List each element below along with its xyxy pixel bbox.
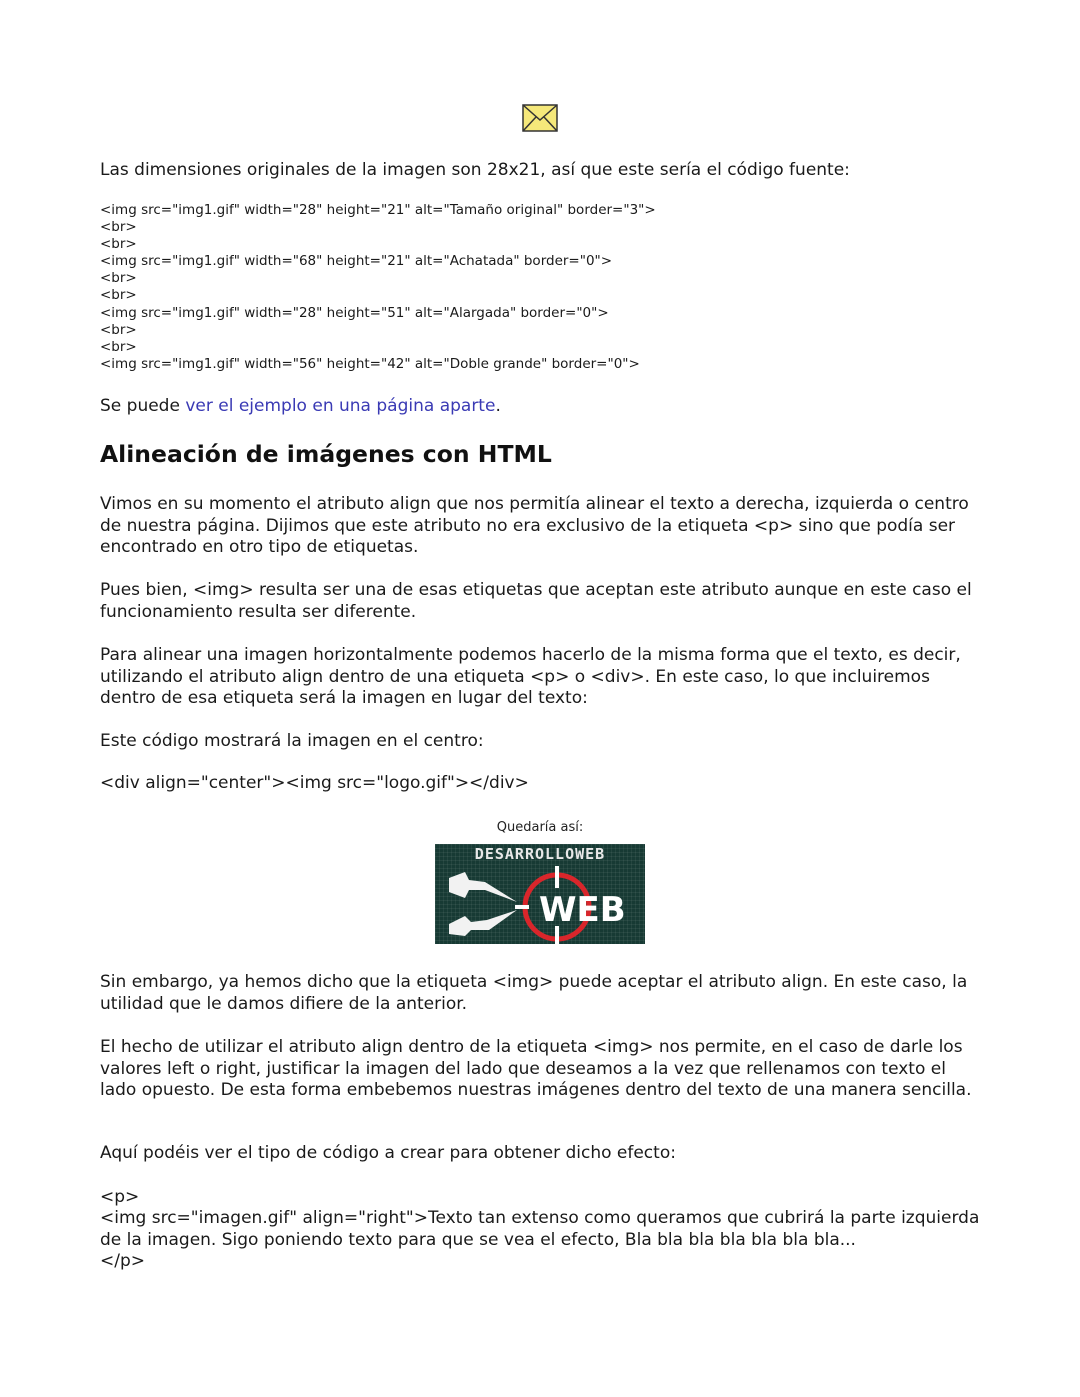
logo-web-text [539, 890, 626, 930]
section-title: Alineación de imágenes con HTML [100, 440, 552, 468]
code-line: <br> [100, 338, 137, 355]
code-div-center: <div align="center"><img src="logo.gif"></div> [100, 773, 529, 793]
code-line: <br> [100, 270, 137, 287]
paragraph-center-code: Este código mostrará la imagen en el centro: [100, 731, 484, 751]
paragraph-code-intro: Aquí podéis ver el tipo de código a crear para obtener dicho efecto: [100, 1143, 676, 1163]
logo-web-word: WEB [539, 890, 626, 930]
code-line: <img src="img1.gif" width="68" height="21" alt="Achatada" border="0"> [100, 253, 613, 270]
paragraph-left-right: El hecho de utilizar el atributo align dentro de la etiqueta <img> nos permite, en el caso de darle los valores left o right, justificar la imagen del lado que deseamos a la vez que rellenamos con texto el lado opuesto. De esta forma embebemos nuestras imágenes dentro del texto de una manera sencilla. [100, 1037, 972, 1100]
example-prefix: Se puede [100, 396, 186, 416]
example-caption: Quedaría así: [496, 820, 584, 835]
paragraph-align-intro: Vimos en su momento el atributo align que nos permitía alinear el texto a derecha, izquierda o centro de nuestra página. Dijimos que este atributo no era exclusivo de la etiqueta <p> sino que podía ser encontrado en otro tipo de etiquetas. [100, 494, 969, 557]
code-line: <br> [100, 287, 137, 304]
code-line: <br> [100, 236, 137, 253]
code-block-dimensions [100, 202, 656, 373]
code-line: <img src="img1.gif" width="28" height="21" alt="Tamaño original" border="3"> [100, 202, 656, 218]
desarrolloweb-logo [435, 844, 645, 944]
example-line [100, 396, 980, 418]
dimensions-text: Las dimensiones originales de la imagen son 28x21, así que este sería el código fuente: [100, 160, 850, 180]
paragraph-horizontal-align: Para alinear una imagen horizontalmente podemos hacerlo de la misma forma que el texto, es decir, utilizando el atributo align dentro de una etiqueta <p> o <div>. En este caso, lo que incluiremos dentro de esa etiqueta será la imagen en lugar del texto: [100, 645, 961, 708]
code-line: <br> [100, 219, 137, 236]
paragraph-img-align-attr: Sin embargo, ya hemos dicho que la etiqueta <img> puede aceptar el atributo align. En este caso, la utilidad que le damos difiere de la anterior. [100, 972, 968, 1014]
logo-title: DESARROLLOWEB [474, 845, 606, 863]
paragraph-img-align: Pues bien, <img> resulta ser una de esas etiquetas que aceptan este atributo aunque en este caso el funcionamiento resulta ser diferente. [100, 580, 972, 622]
envelope-icon [522, 104, 558, 132]
code-p-close: </p> [100, 1251, 146, 1271]
example-suffix: . [495, 396, 501, 416]
code-line: <img src="img1.gif" width="28" height="51" alt="Alargada" border="0"> [100, 304, 609, 321]
code-p-open: <p> [100, 1187, 140, 1207]
code-line: <br> [100, 321, 137, 338]
code-p-body: <img src="imagen.gif" align="right">Texto tan extenso como queramos que cubrirá la parte izquierda de la imagen. Sigo poniendo texto para que se vea el efecto, Bla bla bla bla bla bla bla... [100, 1208, 980, 1250]
example-link[interactable]: ver el ejemplo en una página aparte [185, 396, 496, 416]
code-line: <img src="img1.gif" width="56" height="42" alt="Doble grande" border="0"> [100, 355, 640, 372]
